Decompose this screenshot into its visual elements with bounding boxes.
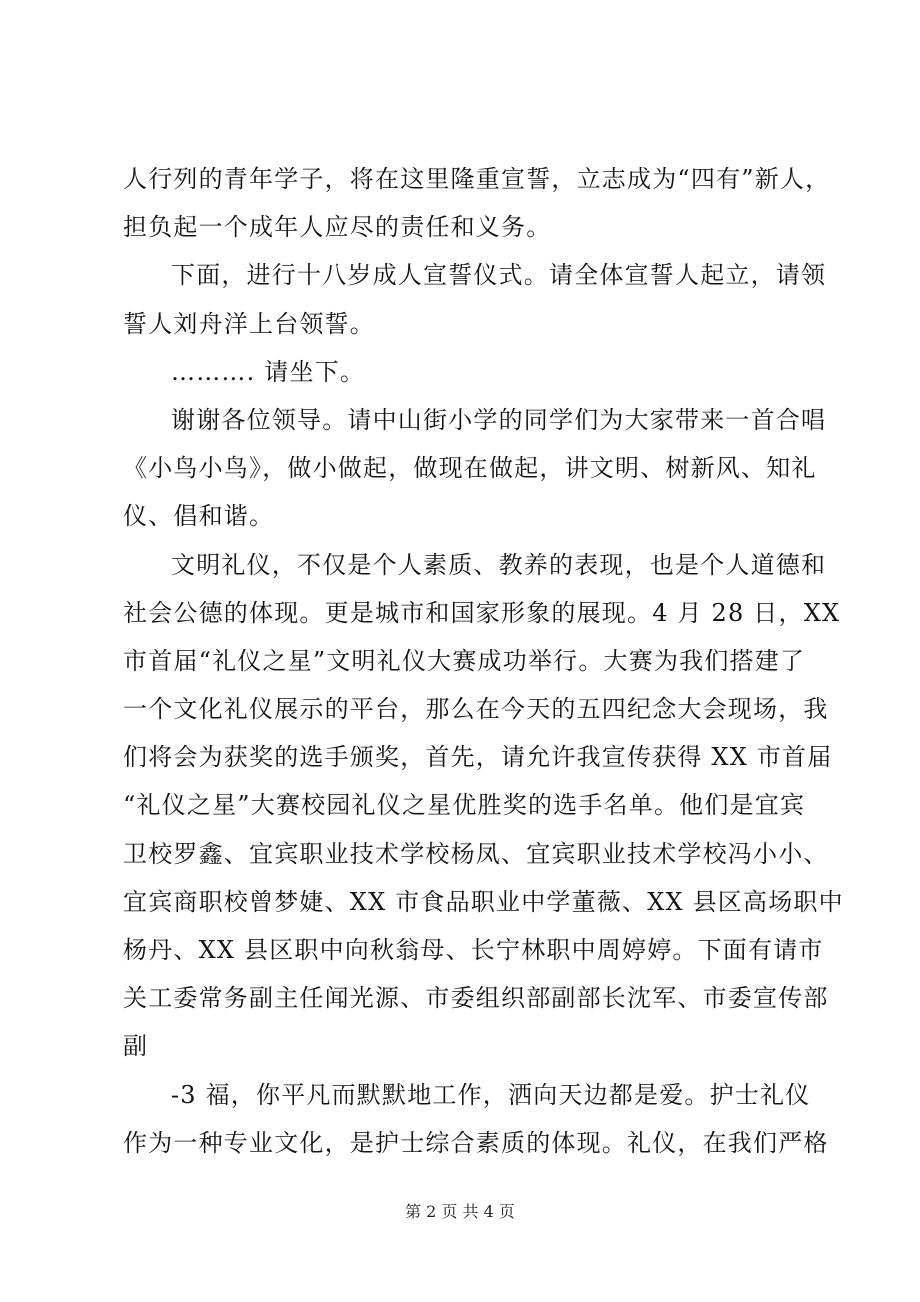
text-line: 们将会为获奖的选手颁奖，首先，请允许我宣传获得 XX 市首届 [123, 743, 833, 772]
text-line: ………. 请坐下。 [171, 357, 366, 386]
text-line: 社会公德的体现。更是城市和国家形象的展现。4 月 28 日，XX [123, 598, 841, 627]
text-line: 市首届“礼仪之星”文明礼仪大赛成功举行。大赛为我们搭建了 [123, 646, 806, 675]
text-line: -3 福，你平凡而默默地工作，洒向天边都是爱。护士礼仪 [171, 1080, 811, 1109]
text-line: 副 [123, 1032, 149, 1061]
page-footer: 第 2 页 共 4 页 [405, 1202, 515, 1221]
text-line: 人行列的青年学子，将在这里隆重宣誓，立志成为“四有”新人， [123, 165, 831, 193]
text-line: 担负起一个成年人应尽的责任和义务。 [123, 213, 552, 242]
text-line: 下面，进行十八岁成人宣誓仪式。请全体宣誓人起立，请领 [171, 261, 827, 290]
text-line: 一个文化礼仪展示的平台，那么在今天的五四纪念大会现场，我 [123, 695, 829, 724]
text-line: 卫校罗鑫、宜宾职业技术学校杨凤、宜宾职业技术学校冯小小、 [123, 839, 829, 868]
text-line: 宜宾商职校曾梦婕、XX 市食品职业中学董薇、XX 县区高场职中 [123, 887, 844, 916]
text-line: 谢谢各位领导。请中山街小学的同学们为大家带来一首合唱 [171, 405, 827, 434]
text-line: 杨丹、XX 县区职中向秋翁母、长宁林职中周婷婷。下面有请市 [123, 936, 824, 964]
text-line: “礼仪之星”大赛校园礼仪之星优胜奖的选手名单。他们是宜宾 [123, 791, 806, 820]
text-line: 《小鸟小鸟》，做小做起，做现在做起，讲文明、树新风、知礼 [123, 454, 817, 483]
text-line: 关工委常务副主任闻光源、市委组织部副部长沈军、市委宣传部 [123, 984, 829, 1013]
document-body [123, 155, 844, 1167]
text-line: 仪、倡和谐。 [123, 502, 275, 531]
text-line: 文明礼仪，不仅是个人素质、教养的表现，也是个人道德和 [171, 550, 827, 579]
text-line: 誓人刘舟洋上台领誓。 [123, 309, 375, 338]
text-line: 作为一种专业文化，是护士综合素质的体现。礼仪，在我们严格 [123, 1128, 829, 1157]
